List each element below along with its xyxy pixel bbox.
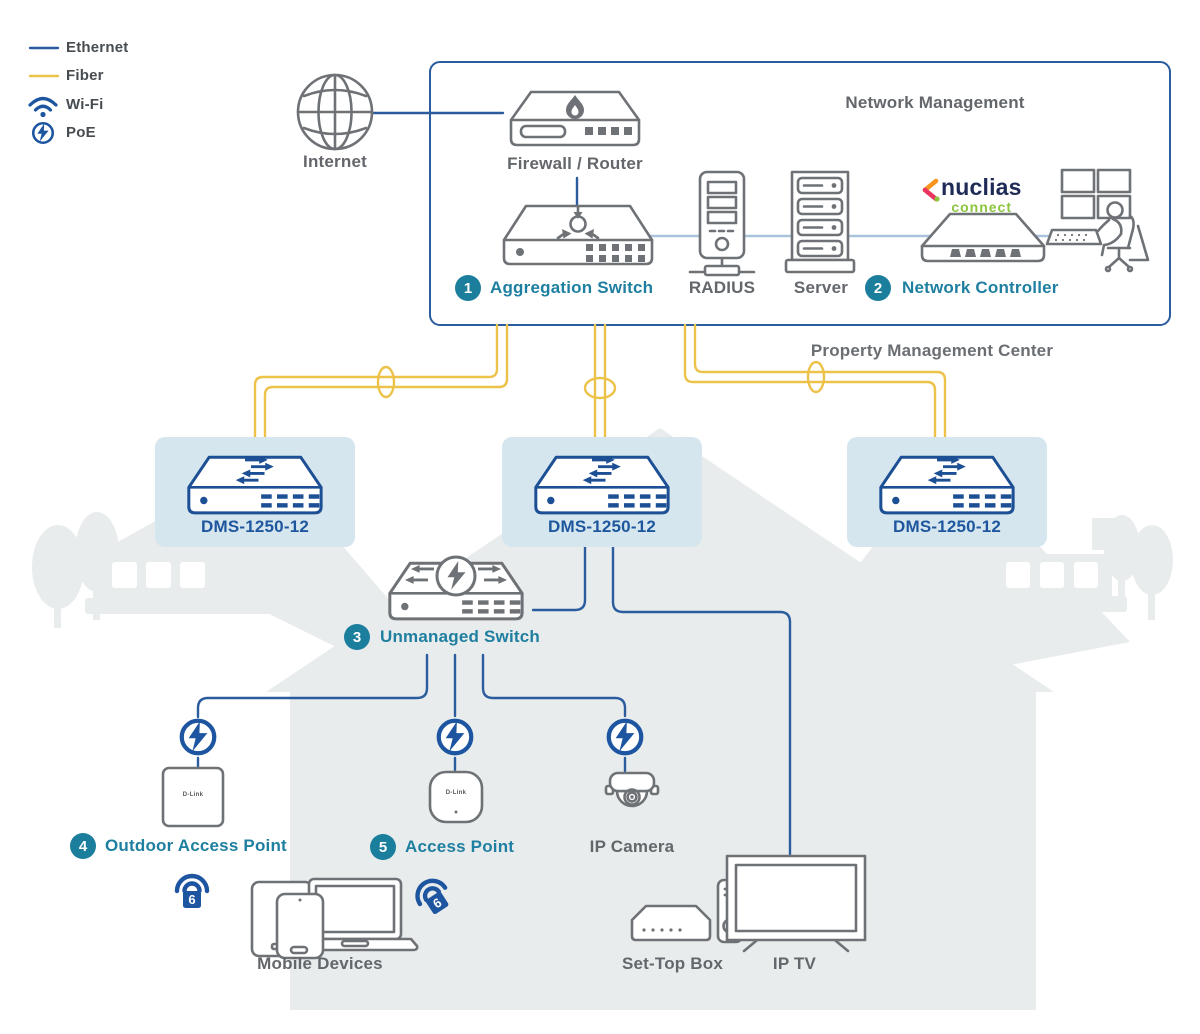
network-controller-icon — [922, 214, 1044, 261]
server-label: Server — [793, 278, 849, 297]
outdoor-ap-brand: D-Link — [182, 792, 204, 798]
aggregation-switch-icon — [504, 206, 652, 264]
operator-desk-icon — [1047, 170, 1148, 271]
mobile-devices-icon — [252, 879, 417, 958]
poe-icon — [609, 721, 642, 754]
dms-switch-icon-2 — [536, 456, 668, 513]
access-point-icon — [430, 772, 482, 822]
step-badge-5: 5 — [370, 834, 396, 860]
step-badge-4: 4 — [70, 833, 96, 859]
legend-poe-label: PoE — [66, 124, 96, 141]
radius-label: RADIUS — [688, 278, 756, 297]
mobile-devices-label: Mobile Devices — [257, 954, 383, 973]
step-badge-2: 2 — [865, 275, 891, 301]
aggregation-switch-label: Aggregation Switch — [490, 278, 654, 297]
legend-fiber-label: Fiber — [66, 67, 104, 84]
nuclias-tagline: connect — [951, 199, 1012, 215]
network-management-title: Network Management — [845, 93, 1025, 112]
ip-camera-label: IP Camera — [589, 837, 675, 856]
dms-switch-icon-1 — [189, 456, 321, 513]
wifi6-number: 6 — [430, 894, 445, 912]
wifi6-badge — [177, 876, 207, 908]
wifi6-number: 6 — [188, 892, 196, 907]
dms-label-1: DMS-1250-12 — [200, 517, 310, 536]
dms-label-2: DMS-1250-12 — [547, 517, 657, 536]
outdoor-access-point-label: Outdoor Access Point — [105, 836, 287, 855]
unmanaged-switch-label: Unmanaged Switch — [380, 627, 541, 646]
network-controller-label: Network Controller — [902, 278, 1059, 297]
access-point-brand: D-Link — [445, 790, 467, 796]
firewall-router-label: Firewall / Router — [507, 154, 643, 173]
ip-tv-label: IP TV — [772, 954, 817, 973]
server-icon — [786, 172, 854, 272]
poe-icon — [33, 123, 53, 143]
dms-label-3: DMS-1250-12 — [892, 517, 1002, 536]
poe-icon — [439, 721, 472, 754]
step-badge-1: 1 — [455, 275, 481, 301]
unmanaged-switch-icon — [390, 557, 522, 619]
radius-server-icon — [690, 172, 754, 275]
poe-icon — [182, 721, 215, 754]
dms-switch-icon-3 — [881, 456, 1013, 513]
access-point-label: Access Point — [405, 837, 515, 856]
legend-ethernet-label: Ethernet — [66, 39, 129, 56]
nuclias-brand: nuclias — [941, 174, 1022, 200]
internet-globe-icon — [298, 75, 372, 149]
legend-swatches — [30, 48, 58, 143]
legend-wifi-label: Wi-Fi — [66, 96, 104, 113]
wifi-icon — [30, 99, 56, 118]
firewall-router-icon — [511, 92, 639, 145]
internet-label: Internet — [303, 152, 367, 171]
set-top-box-label: Set-Top Box — [621, 954, 724, 973]
property-management-label: Property Management Center — [810, 341, 1054, 360]
ip-tv-icon — [727, 856, 865, 951]
step-badge-3: 3 — [344, 624, 370, 650]
